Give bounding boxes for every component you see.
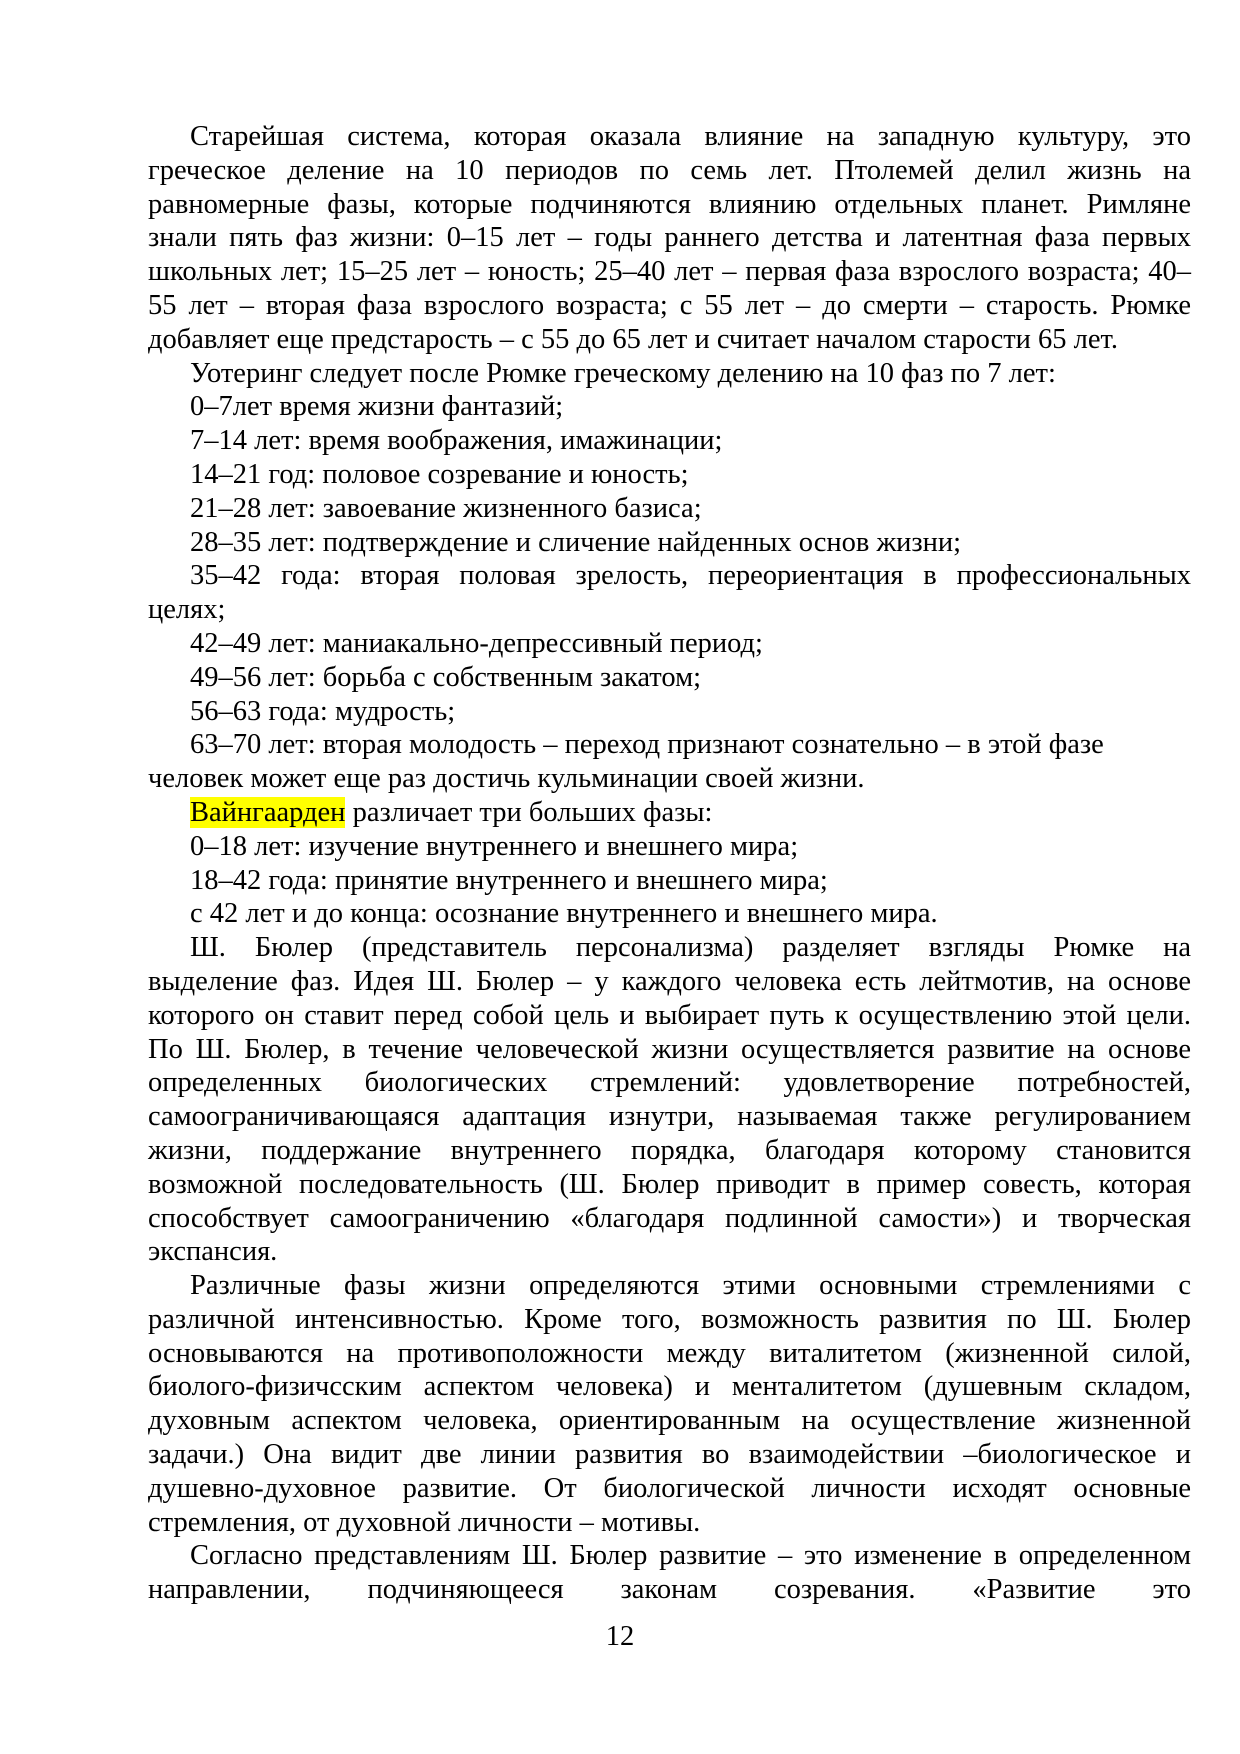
paragraph xyxy=(148,1269,1191,1539)
text-line: 0–7лет время жизни фантазий; xyxy=(190,391,564,423)
paragraph xyxy=(148,830,1191,864)
text-line: выделение фаз. Идея Ш. Бюлер – у каждого человека есть лейтмотив, на основе xyxy=(148,965,1191,997)
text-line: душевно-духовное развитие. От биологической личности исходят основные xyxy=(148,1472,1191,1504)
text-line: Старейшая система, которая оказала влияние на западную культуру, это xyxy=(190,121,1191,152)
text-line: 56–63 года: мудрость; xyxy=(190,695,456,727)
text-line: определенных биологических стремлений: удовлетворение потребностей, xyxy=(148,1067,1191,1099)
text-line: человек может еще раз достичь кульминации своей жизни. xyxy=(148,763,865,795)
text-line: 0–18 лет: изучение внутреннего и внешнего мира; xyxy=(190,830,799,862)
paragraph xyxy=(148,424,1191,458)
text-line: возможной последовательность (Ш. Бюлер приводит в пример совесть, которая xyxy=(148,1168,1191,1200)
paragraph xyxy=(148,559,1191,627)
paragraph xyxy=(148,931,1191,1269)
document-body xyxy=(148,120,1191,1607)
text-line: 14–21 год: половое созревание и юность; xyxy=(190,458,689,490)
text-line: 35–42 года: вторая половая зрелость, переориентация в профессиональных xyxy=(190,560,1191,592)
paragraph xyxy=(148,661,1191,695)
paragraph xyxy=(148,695,1191,729)
text-line: различной интенсивностью. Кроме того, возможность развития по Ш. Бюлер xyxy=(148,1303,1191,1335)
paragraph xyxy=(148,458,1191,492)
paragraph xyxy=(148,728,1191,796)
paragraph xyxy=(148,526,1191,560)
line-text: различает три больших фазы: xyxy=(345,796,713,828)
text-line: которого он ставит перед собой цель и выбирает путь к осуществлению этой цели. xyxy=(148,999,1191,1031)
paragraph xyxy=(148,627,1191,661)
text-line: Различные фазы жизни определяются этими основными стремлениями с xyxy=(190,1270,1191,1302)
text-line: с 42 лет и до конца: осознание внутреннего и внешнего мира. xyxy=(190,898,938,930)
text-line: 7–14 лет: время воображения, имажинации; xyxy=(190,425,723,457)
text-line: Уотеринг следует после Рюмке греческому делению на 10 фаз по 7 лет: xyxy=(190,357,1056,389)
text-line: добавляет еще предстарость – с 55 до 65 лет и считает началом старости 65 лет. xyxy=(148,323,1118,355)
text-line: целях; xyxy=(148,594,226,626)
text-line: 55 лет – вторая фаза взрослого возраста; с 55 лет – до смерти – старость. Рюмке xyxy=(148,289,1191,321)
paragraph xyxy=(148,390,1191,424)
text-line: стремления, от духовной личности – мотивы. xyxy=(148,1506,701,1538)
paragraph xyxy=(148,1539,1191,1607)
text-line: способствует самоограничению «благодаря подлинной самости») и творческая xyxy=(148,1202,1191,1234)
text-line: биолого-физичсским аспектом человека) и менталитетом (душевным складом, xyxy=(148,1371,1191,1403)
text-line: духовным аспектом человека, ориентированным на осуществление жизненной xyxy=(148,1405,1191,1437)
text-line: 18–42 года: принятие внутреннего и внешнего мира; xyxy=(190,864,828,896)
text-line: греческое деление на 10 периодов по семь лет. Птолемей делил жизнь на xyxy=(148,154,1191,186)
text-line: Ш. Бюлер (представитель персонализма) разделяет взгляды Рюмке на xyxy=(190,932,1191,964)
paragraph xyxy=(148,492,1191,526)
text-line xyxy=(148,796,1191,830)
text-line: 42–49 лет: маниакально-депрессивный период; xyxy=(190,627,763,659)
text-line: 49–56 лет: борьба с собственным закатом; xyxy=(190,661,702,693)
text-line: знали пять фаз жизни: 0–15 лет – годы раннего детства и латентная фаза первых xyxy=(148,222,1191,254)
text-line: школьных лет; 15–25 лет – юность; 25–40 лет – первая фаза взрослого возраста; 40– xyxy=(148,256,1191,288)
text-line: 21–28 лет: завоевание жизненного базиса; xyxy=(190,492,702,524)
text-line: экспансия. xyxy=(148,1236,278,1268)
paragraph xyxy=(148,864,1191,898)
text-line: направлении, подчиняющееся законам созревания. «Развитие это xyxy=(148,1574,1191,1606)
paragraph xyxy=(148,357,1191,391)
text-line: 63–70 лет: вторая молодость – переход признают сознательно – в этой фазе xyxy=(190,729,1104,761)
text-line: самоограничивающаяся адаптация изнутри, называемая также регулированием xyxy=(148,1101,1191,1133)
text-line: основываются на противоположности между виталитетом (жизненной силой, xyxy=(148,1337,1191,1369)
text-line: жизни, поддержание внутреннего порядка, благодаря которому становится xyxy=(148,1134,1191,1166)
paragraph xyxy=(148,796,1191,830)
text-line: 28–35 лет: подтверждение и сличение найденных основ жизни; xyxy=(190,526,962,558)
text-line: задачи.) Она видит две линии развития во взаимодействии –биологическое и xyxy=(148,1439,1191,1471)
paragraph xyxy=(148,120,1191,357)
text-line: Согласно представлениям Ш. Бюлер развитие – это изменение в определенном xyxy=(190,1540,1191,1572)
text-line: По Ш. Бюлер, в течение человеческой жизни осуществляется развитие на основе xyxy=(148,1033,1191,1065)
text-line: равномерные фазы, которые подчиняются влиянию отдельных планет. Римляне xyxy=(148,188,1191,220)
paragraph xyxy=(148,897,1191,931)
page-number: 12 xyxy=(605,1621,635,1652)
highlighted-name: Вайнгаарден xyxy=(190,796,346,828)
